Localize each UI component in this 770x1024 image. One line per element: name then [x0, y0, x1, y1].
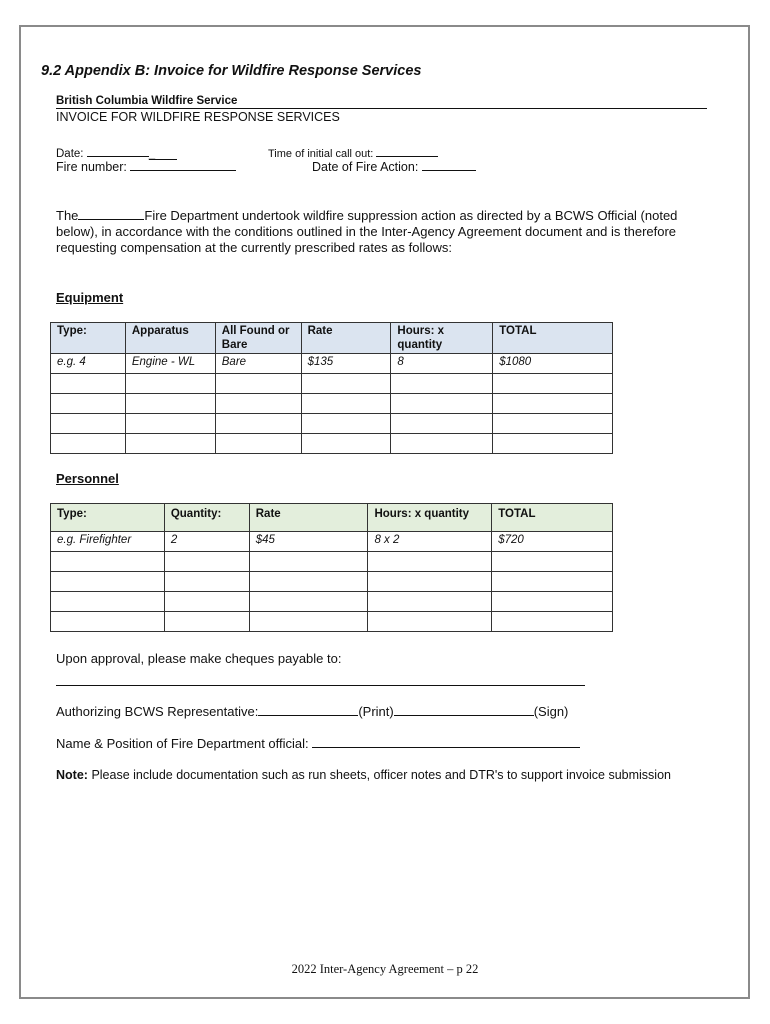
table-cell[interactable] — [391, 414, 493, 434]
table-cell: $720 — [492, 532, 613, 552]
table-cell[interactable] — [391, 434, 493, 454]
table-cell[interactable] — [164, 592, 249, 612]
table-row — [51, 354, 613, 374]
column-header: TOTAL — [492, 504, 613, 532]
invoice-title: INVOICE FOR WILDFIRE RESPONSE SERVICES — [56, 110, 340, 124]
table-cell[interactable] — [391, 374, 493, 394]
table-cell[interactable] — [51, 552, 165, 572]
table-row — [51, 572, 613, 592]
table-row — [51, 592, 613, 612]
table-row — [51, 612, 613, 632]
column-header: TOTAL — [493, 323, 613, 354]
table-cell[interactable] — [492, 552, 613, 572]
table-cell[interactable] — [164, 552, 249, 572]
table-cell[interactable] — [391, 394, 493, 414]
table-cell: e.g. 4 — [51, 354, 126, 374]
column-header: Rate — [301, 323, 391, 354]
table-cell: Bare — [215, 354, 301, 374]
table-cell[interactable] — [215, 374, 301, 394]
table-header-row — [51, 323, 613, 354]
authorizing-sign-blank[interactable] — [394, 704, 534, 716]
table-row — [51, 434, 613, 454]
date-field — [56, 145, 177, 160]
table-cell: 8 x 2 — [368, 532, 492, 552]
table-cell[interactable] — [301, 374, 391, 394]
authorizing-print-blank[interactable] — [258, 704, 358, 716]
fire-number-blank — [130, 159, 236, 171]
table-cell[interactable] — [51, 434, 126, 454]
date-fire-action-blank — [422, 159, 476, 171]
sign-label: (Sign) — [533, 704, 569, 719]
print-label: (Print) — [358, 704, 394, 719]
column-header: Hours: x quantity — [391, 323, 493, 354]
payable-text: Upon approval, please make cheques payable to: — [56, 651, 342, 666]
personnel-heading: Personnel — [56, 471, 119, 486]
time-blank — [376, 145, 438, 157]
table-cell[interactable] — [125, 374, 215, 394]
table-cell[interactable] — [368, 612, 492, 632]
table-cell: 2 — [164, 532, 249, 552]
table-cell[interactable] — [215, 394, 301, 414]
column-header: Type: — [51, 504, 165, 532]
column-header: Type: — [51, 323, 126, 354]
table-cell[interactable] — [51, 572, 165, 592]
column-header: Hours: x quantity — [368, 504, 492, 532]
table-cell: $1080 — [493, 354, 613, 374]
date-fire-action-field — [312, 159, 476, 174]
table-row — [51, 532, 613, 552]
table-cell[interactable] — [125, 414, 215, 434]
org-name: British Columbia Wildfire Service — [56, 94, 707, 109]
table-cell: Engine - WL — [125, 354, 215, 374]
table-cell: $135 — [301, 354, 391, 374]
official-blank[interactable] — [312, 736, 580, 748]
table-cell[interactable] — [164, 572, 249, 592]
table-cell[interactable] — [368, 552, 492, 572]
table-row — [51, 552, 613, 572]
table-cell[interactable] — [492, 572, 613, 592]
table-cell[interactable] — [249, 612, 368, 632]
table-cell[interactable] — [125, 394, 215, 414]
table-cell: e.g. Firefighter — [51, 532, 165, 552]
page-footer: 2022 Inter-Agency Agreement – p 22 — [291, 962, 479, 976]
paragraph-prefix: The — [56, 208, 79, 223]
authorizing-field — [56, 704, 568, 719]
fire-number-field — [56, 159, 236, 174]
note-label: Note: — [56, 768, 88, 782]
equipment-table — [50, 322, 613, 454]
table-cell[interactable] — [492, 612, 613, 632]
authorizing-label: Authorizing BCWS Representative: — [56, 704, 259, 719]
intro-paragraph — [56, 208, 716, 256]
official-label: Name & Position of Fire Department official: — [56, 736, 309, 751]
table-row — [51, 394, 613, 414]
department-blank — [78, 209, 144, 220]
table-cell[interactable] — [492, 592, 613, 612]
table-cell[interactable] — [51, 592, 165, 612]
table-row — [51, 374, 613, 394]
table-header-row — [51, 504, 613, 532]
table-cell[interactable] — [493, 434, 613, 454]
table-cell[interactable] — [249, 552, 368, 572]
equipment-heading: Equipment — [56, 290, 124, 305]
table-cell[interactable] — [493, 414, 613, 434]
payable-line[interactable] — [56, 685, 585, 686]
note — [56, 767, 716, 783]
table-cell[interactable] — [249, 592, 368, 612]
table-cell[interactable] — [215, 434, 301, 454]
column-header: Rate — [249, 504, 368, 532]
table-cell[interactable] — [51, 414, 126, 434]
table-cell[interactable] — [493, 394, 613, 414]
date-label: Date: — [56, 148, 84, 160]
table-cell[interactable] — [51, 374, 126, 394]
personnel-table — [50, 503, 613, 632]
table-cell[interactable] — [301, 434, 391, 454]
table-cell[interactable] — [368, 572, 492, 592]
column-header: Quantity: — [164, 504, 249, 532]
time-label: Time of initial call out: — [268, 148, 374, 160]
table-cell[interactable] — [51, 394, 126, 414]
time-field — [268, 145, 438, 160]
official-field — [56, 736, 580, 751]
table-cell[interactable] — [368, 592, 492, 612]
table-cell: $45 — [249, 532, 368, 552]
column-header: Apparatus — [125, 323, 215, 354]
fire-number-label: Fire number: — [56, 160, 127, 174]
section-title: 9.2 Appendix B: Invoice for Wildfire Response Services — [41, 63, 422, 79]
note-text: Please include documentation such as run sheets, officer notes and DTR's to support invoice submission — [91, 768, 671, 782]
paragraph-text: Fire Department undertook wildfire suppression action as directed by a BCWS Official (noted below), in accordance with the conditions outlined in the Inter-Agency Agreement document and is therefore requesting compensation at the currently prescribed rates as follows: — [56, 208, 678, 255]
date-fire-action-label: Date of Fire Action: — [312, 160, 419, 174]
date-blank — [87, 145, 149, 157]
table-cell[interactable] — [301, 394, 391, 414]
table-cell[interactable] — [301, 414, 391, 434]
table-row — [51, 414, 613, 434]
table-cell[interactable] — [493, 374, 613, 394]
table-cell[interactable] — [249, 572, 368, 592]
column-header: All Found or Bare — [215, 323, 301, 354]
table-cell: 8 — [391, 354, 493, 374]
table-cell[interactable] — [215, 414, 301, 434]
table-cell[interactable] — [164, 612, 249, 632]
table-cell[interactable] — [125, 434, 215, 454]
date-suffix: _ — [149, 148, 177, 160]
table-cell[interactable] — [51, 612, 165, 632]
